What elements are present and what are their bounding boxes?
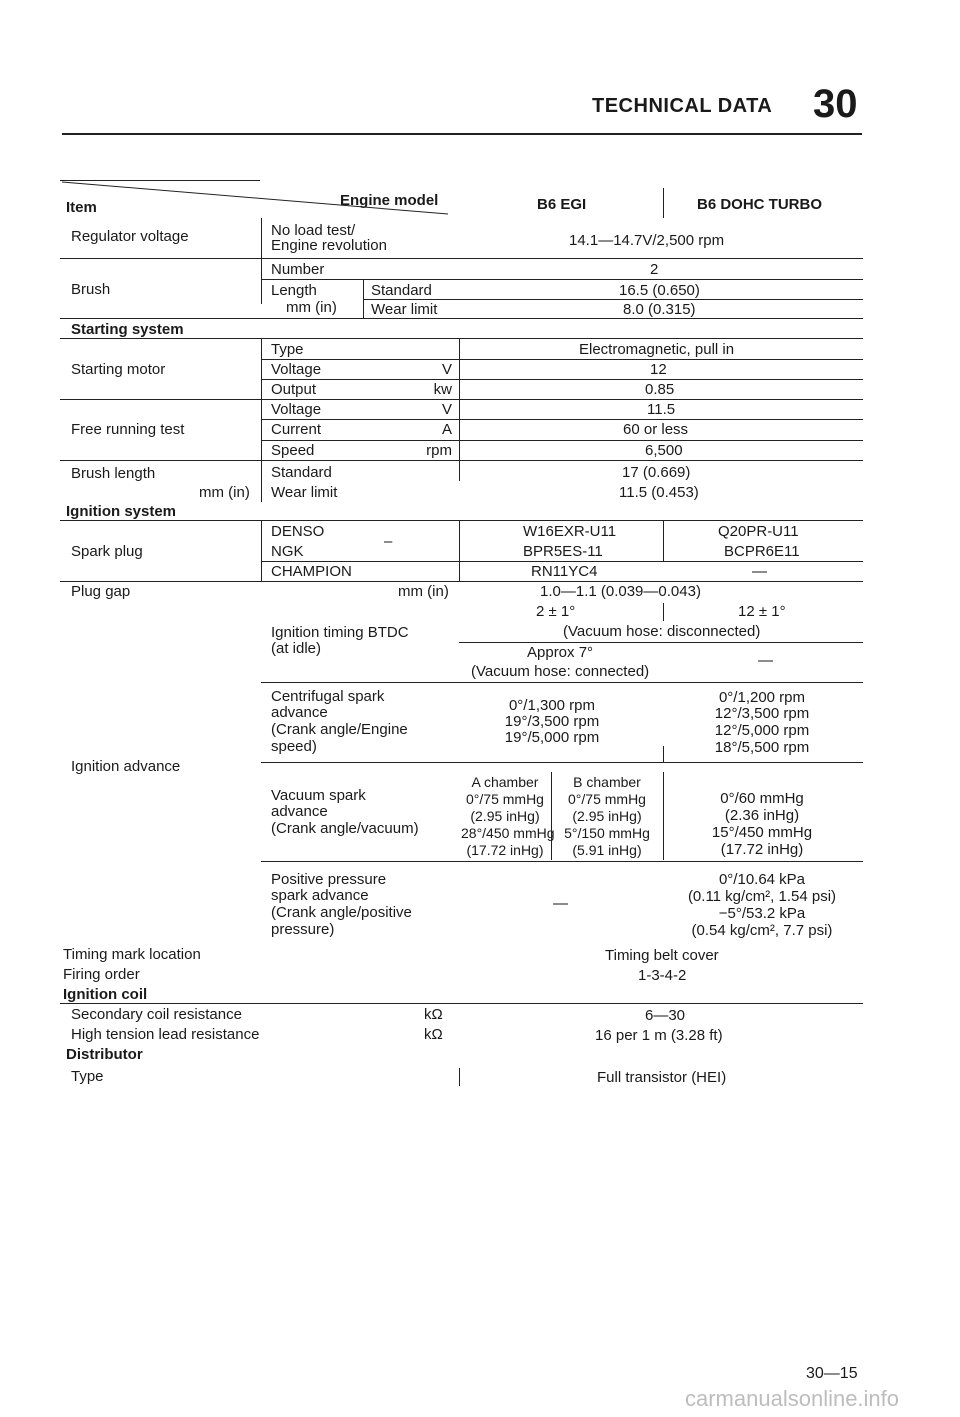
regulator-voltage-value: 14.1—14.7V/2,500 rpm (569, 232, 725, 249)
param-divider-2 (261, 339, 262, 502)
brush-standard-label: Standard (371, 282, 432, 299)
b6-dohc-turbo-header: B6 DOHC TURBO (697, 196, 823, 213)
watermark: carmanualsonline.info (685, 1386, 900, 1411)
brush-length-label: Length (271, 282, 317, 299)
at-idle-label: (at idle) (271, 640, 322, 657)
positive-line-4: pressure) (271, 921, 335, 938)
timing-turbo-value: 12 ± 1° (738, 603, 786, 620)
ngk-turbo-value: BCPR6E11 (724, 543, 800, 560)
chamber-divider (551, 772, 552, 860)
brush-wear-limit-label: Wear limit (371, 301, 438, 318)
a-chamber-5: (17.72 inHg) (466, 842, 544, 858)
distributor-type-label: Type (71, 1068, 104, 1085)
centrifugal-egi-2: 19°/3,500 rpm (504, 713, 600, 730)
centrifugal-turbo-1: 0°/1,200 rpm (718, 689, 806, 706)
engine-model-label: Engine model (340, 192, 439, 209)
positive-line-3: (Crank angle/positive (271, 904, 412, 921)
rule-ignition-heading (60, 520, 863, 521)
b-chamber-3: (2.95 inHg) (572, 808, 642, 824)
rule-starter-type (261, 359, 863, 360)
brush-length-unit: mm (in) (199, 484, 250, 501)
firing-order-value: 1-3-4-2 (638, 967, 687, 984)
high-tension-unit: kΩ (424, 1026, 443, 1043)
a-chamber-2: 0°/75 mmHg (466, 791, 544, 807)
param-divider-3 (261, 521, 262, 581)
plug-gap-value: 1.0—1.1 (0.039—0.043) (540, 583, 701, 600)
high-tension-label: High tension lead resistance (71, 1026, 260, 1043)
starting-system-heading: Starting system (71, 321, 184, 338)
vacuum-turbo-divider (663, 772, 664, 860)
param-divider-1 (261, 218, 262, 304)
vacuum-turbo-3: 15°/450 mmHg (711, 824, 813, 841)
ignition-advance-label: Ignition advance (71, 758, 181, 775)
ignition-coil-heading: Ignition coil (63, 986, 148, 1003)
vacuum-disconnected-label: (Vacuum hose: disconnected) (563, 623, 761, 640)
vacuum-turbo-1: 0°/60 mmHg (720, 790, 804, 807)
positive-turbo-4: (0.54 kg/cm², 7.7 psi) (691, 922, 833, 939)
timing-turbo-dash: — (758, 652, 773, 669)
champion-egi-value: RN11YC4 (531, 563, 598, 580)
centrifugal-turbo-3: 12°/5,000 rpm (714, 722, 810, 739)
rule-spark-plug (60, 581, 863, 582)
brush-number-label: Number (271, 261, 325, 278)
champion-label: CHAMPION (271, 563, 352, 580)
free-current-unit: A (441, 421, 452, 438)
section-number: 30 (813, 82, 858, 126)
rule-starter-voltage (261, 379, 863, 380)
distributor-heading: Distributor (66, 1046, 143, 1063)
b-chamber-2: 0°/75 mmHg (568, 791, 646, 807)
rule-brush (60, 318, 863, 319)
centrifugal-turbo-2: 12°/3,500 rpm (714, 705, 810, 722)
a-chamber-3: (2.95 inHg) (470, 808, 540, 824)
starter-voltage-label: Voltage (271, 361, 322, 378)
free-speed-value: 6,500 (645, 442, 683, 459)
rule-free-running (60, 460, 863, 461)
denso-egi-value: W16EXR-U11 (523, 523, 617, 540)
spark-plug-label: Spark plug (71, 543, 143, 560)
brush-wear-value: 8.0 (0.315) (623, 301, 696, 318)
rule-free-current (261, 440, 863, 441)
free-current-label: Current (271, 421, 322, 438)
vacuum-connected-label: (Vacuum hose: connected) (471, 663, 650, 680)
secondary-coil-unit: kΩ (424, 1006, 443, 1023)
centrifugal-divider (663, 746, 664, 762)
rule-brush-number (261, 279, 863, 280)
rule-ignition-coil (60, 1003, 863, 1004)
brush-length-item-label: Brush length (71, 465, 156, 482)
approx-label: Approx 7° (527, 644, 594, 661)
egi-turbo-divider-3 (663, 521, 664, 561)
starter-output-value: 0.85 (645, 381, 675, 398)
positive-turbo-2: (0.11 kg/cm², 1.54 psi) (687, 888, 837, 905)
header-diagonal (60, 180, 460, 220)
brush-label: Brush (71, 281, 111, 298)
b-chamber-1: B chamber (573, 774, 641, 790)
rule-brush-standard (363, 299, 863, 300)
positive-egi-dash: — (553, 895, 568, 912)
firing-order-label: Firing order (63, 966, 140, 983)
rule-vacuum-disconnected (459, 642, 863, 643)
starter-voltage-value: 12 (650, 361, 667, 378)
plug-gap-unit: mm (in) (398, 583, 449, 600)
vacuum-line-2: advance (271, 803, 328, 820)
ngk-egi-value: BPR5ES-11 (523, 543, 603, 560)
spark-plug-dash: – (384, 533, 393, 550)
denso-turbo-value: Q20PR-U11 (718, 523, 799, 540)
starter-output-label: Output (271, 381, 317, 398)
brush-number-value: 2 (650, 261, 659, 278)
regulator-voltage-label: Regulator voltage (71, 228, 189, 245)
brush-length-standard-label: Standard (271, 464, 332, 481)
vacuum-line-1: Vacuum spark (271, 787, 366, 804)
distributor-divider (459, 1068, 460, 1086)
denso-label: DENSO (271, 523, 325, 540)
a-chamber-1: A chamber (471, 774, 539, 790)
b6-egi-header: B6 EGI (537, 196, 587, 213)
b-chamber-5: (5.91 inHg) (572, 842, 642, 858)
rule-free-voltage (261, 419, 863, 420)
timing-mark-value: Timing belt cover (605, 947, 719, 964)
a-chamber-4: 28°/450 mmHg (461, 825, 555, 841)
positive-turbo-1: 0°/10.64 kPa (718, 871, 806, 888)
starter-voltage-unit: V (441, 361, 452, 378)
starting-motor-label: Starting motor (71, 361, 166, 378)
starter-type-value: Electromagnetic, pull in (579, 341, 735, 358)
item-label: Item (66, 199, 97, 216)
ignition-system-heading: Ignition system (66, 503, 177, 520)
b-chamber-4: 5°/150 mmHg (564, 825, 650, 841)
plug-gap-label: Plug gap (71, 583, 131, 600)
secondary-coil-label: Secondary coil resistance (71, 1006, 242, 1023)
no-load-test-label: No load test/ (271, 222, 356, 239)
free-speed-label: Speed (271, 442, 315, 459)
centrifugal-line-4: speed) (271, 738, 317, 755)
table-top-rule (60, 180, 260, 181)
timing-egi-value: 2 ± 1° (536, 603, 576, 620)
champion-turbo-value: — (752, 563, 767, 580)
rule-starter (60, 399, 863, 400)
centrifugal-turbo-4: 18°/5,500 rpm (714, 739, 810, 756)
free-voltage-label: Voltage (271, 401, 322, 418)
brush-unit-label: mm (in) (286, 299, 337, 316)
vacuum-turbo-4: (17.72 inHg) (720, 841, 804, 858)
high-tension-value: 16 per 1 m (3.28 ft) (595, 1027, 723, 1044)
rule-regulator (60, 258, 863, 259)
value-divider-3 (459, 521, 460, 581)
timing-divider (663, 603, 664, 621)
brush-length-wear-value: 11.5 (0.453) (619, 484, 699, 501)
centrifugal-egi-3: 19°/5,000 rpm (504, 729, 600, 746)
vacuum-line-3: (Crank angle/vacuum) (271, 820, 419, 837)
distributor-type-value: Full transistor (HEI) (597, 1069, 727, 1086)
ignition-timing-label: Ignition timing BTDC (271, 624, 409, 641)
brush-length-wear-label: Wear limit (271, 484, 338, 501)
positive-turbo-3: −5°/53.2 kPa (718, 905, 806, 922)
header-divider (663, 188, 664, 218)
rule-centrifugal (261, 762, 863, 763)
free-speed-unit: rpm (426, 442, 452, 459)
header-rule (62, 133, 862, 135)
positive-line-2: spark advance (271, 887, 369, 904)
brush-standard-value: 16.5 (0.650) (619, 282, 700, 299)
free-current-value: 60 or less (623, 421, 689, 438)
rule-timing (261, 682, 863, 683)
secondary-coil-value: 6—30 (645, 1007, 686, 1024)
rule-starting-heading (60, 338, 863, 339)
timing-mark-label: Timing mark location (63, 946, 201, 963)
rule-ngk (261, 561, 863, 562)
page-title: TECHNICAL DATA (592, 95, 773, 117)
free-running-test-label: Free running test (71, 421, 185, 438)
free-voltage-unit: V (441, 401, 452, 418)
starter-type-label: Type (271, 341, 304, 358)
free-voltage-value: 11.5 (647, 401, 676, 418)
centrifugal-line-3: (Crank angle/Engine (271, 721, 408, 738)
engine-revolution-label: Engine revolution (271, 237, 387, 254)
page-number: 30—15 (806, 1365, 858, 1382)
ngk-label: NGK (271, 543, 304, 560)
centrifugal-line-2: advance (271, 704, 328, 721)
positive-line-1: Positive pressure (271, 871, 387, 888)
brush-length-standard-value: 17 (0.669) (622, 464, 691, 481)
centrifugal-line-1: Centrifugal spark (271, 688, 385, 705)
vacuum-turbo-2: (2.36 inHg) (724, 807, 800, 824)
centrifugal-egi-1: 0°/1,300 rpm (508, 697, 596, 714)
rule-vacuum (261, 861, 863, 862)
starter-output-unit: kw (433, 381, 452, 398)
